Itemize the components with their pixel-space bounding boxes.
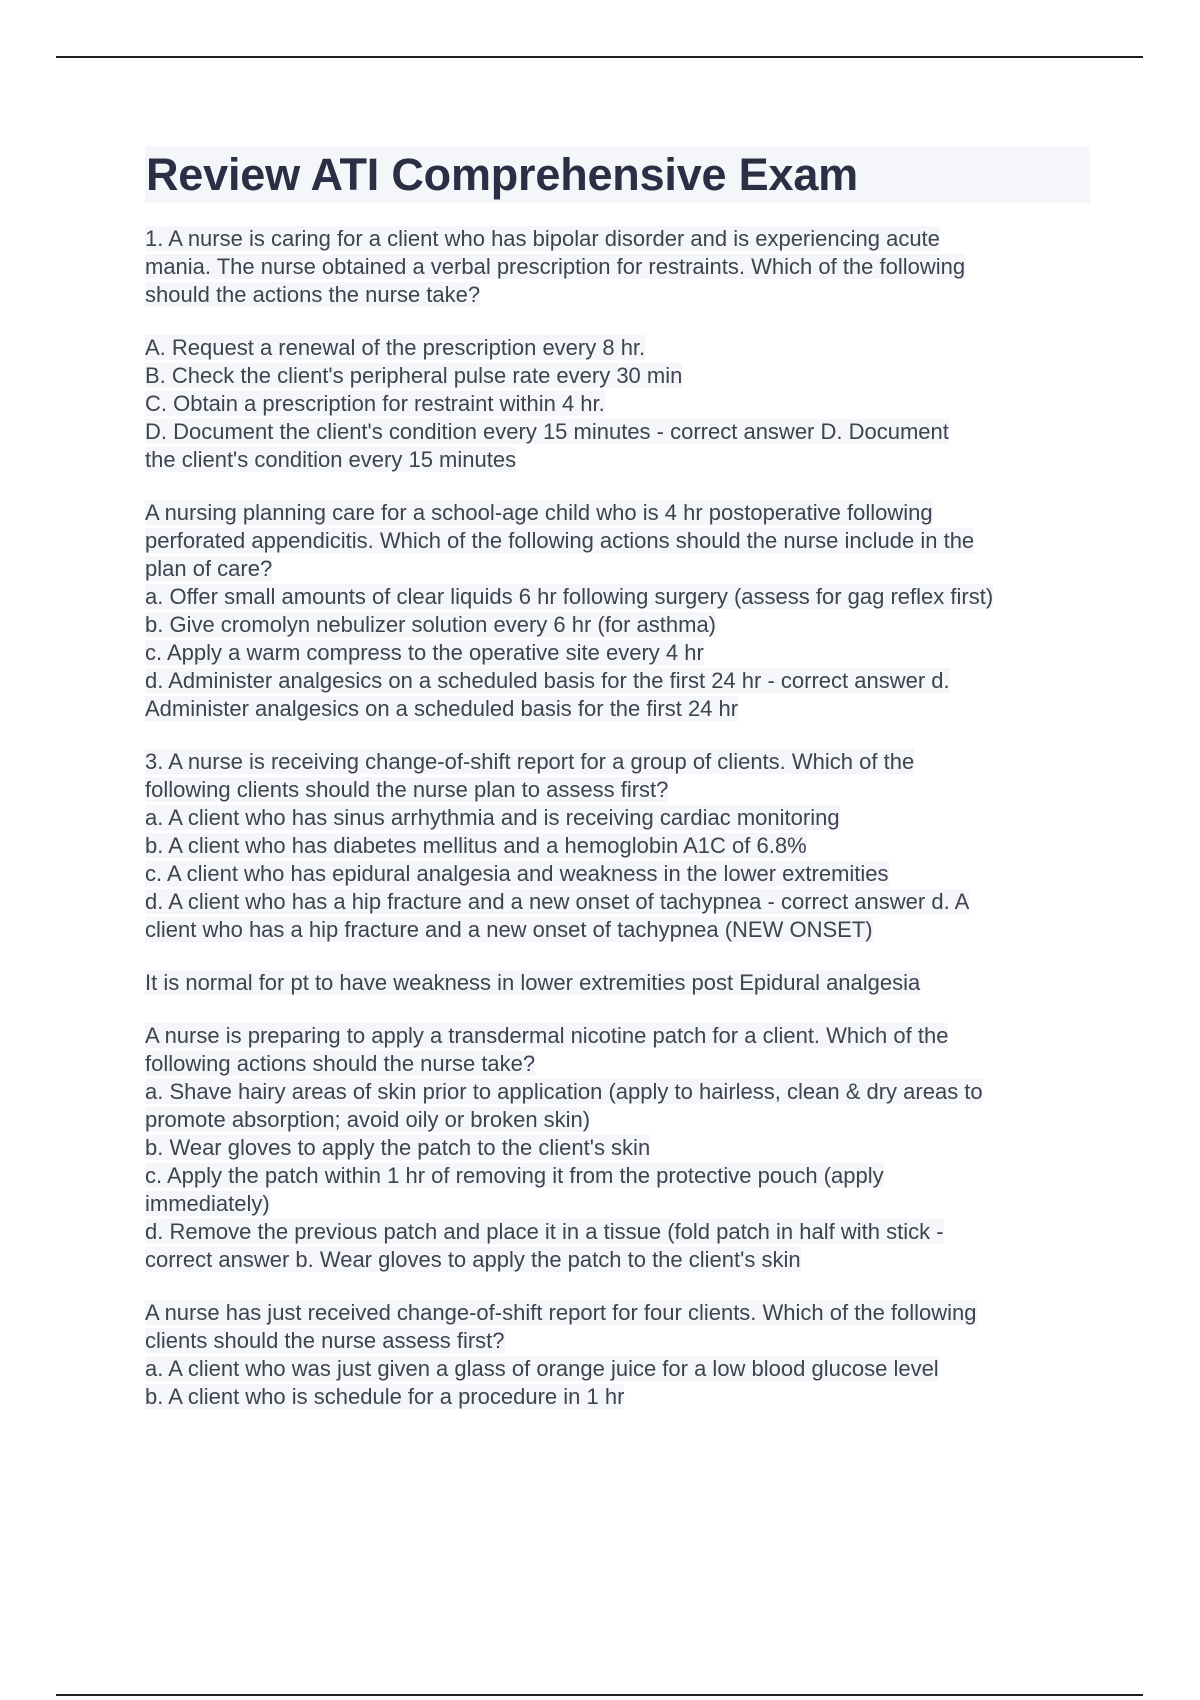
text-line-content: B. Check the client's peripheral pulse rate every 30 min [145, 363, 683, 388]
text-line-content: A nursing planning care for a school-age child who is 4 hr postoperative following [145, 500, 933, 525]
text-line [145, 418, 1090, 446]
text-line [145, 969, 1090, 997]
text-line-content: b. A client who is schedule for a procedure in 1 hr [145, 1384, 625, 1409]
text-block [145, 225, 1090, 309]
text-line-content: promote absorption; avoid oily or broken skin) [145, 1107, 591, 1132]
text-line-content: clients should the nurse assess first? [145, 1328, 505, 1353]
text-line-content: b. Wear gloves to apply the patch to the client's skin [145, 1135, 651, 1160]
text-block [145, 499, 1090, 723]
text-line-content: d. Administer analgesics on a scheduled basis for the first 24 hr - correct answer d. [145, 668, 950, 693]
top-rule [56, 56, 1143, 58]
text-line-content: perforated appendicitis. Which of the following actions should the nurse include in the [145, 528, 975, 553]
text-line-content: D. Document the client's condition every 15 minutes - correct answer D. Document [145, 419, 949, 444]
text-line [145, 446, 1090, 474]
page-content [145, 146, 1090, 1436]
text-line-content: plan of care? [145, 556, 273, 581]
text-line-content: It is normal for pt to have weakness in lower extremities post Epidural analgesia [145, 970, 921, 995]
text-line [145, 499, 1090, 527]
text-line-content: b. A client who has diabetes mellitus and a hemoglobin A1C of 6.8% [145, 833, 807, 858]
text-line-content: b. Give cromolyn nebulizer solution every 6 hr (for asthma) [145, 612, 717, 637]
text-line [145, 555, 1090, 583]
text-line [145, 1190, 1090, 1218]
text-line [145, 253, 1090, 281]
text-line-content: 1. A nurse is caring for a client who has bipolar disorder and is experiencing acute [145, 226, 940, 251]
text-line-content: c. Apply a warm compress to the operative site every 4 hr [145, 640, 704, 665]
text-line-content: d. A client who has a hip fracture and a new onset of tachypnea - correct answer d. A [145, 889, 970, 914]
text-block [145, 1022, 1090, 1274]
text-line-content: correct answer b. Wear gloves to apply the patch to the client's skin [145, 1247, 801, 1272]
text-line-content: should the actions the nurse take? [145, 282, 481, 307]
text-line [145, 667, 1090, 695]
text-line [145, 281, 1090, 309]
text-line [145, 1218, 1090, 1246]
text-line-content: Administer analgesics on a scheduled basis for the first 24 hr [145, 696, 739, 721]
text-block [145, 1299, 1090, 1411]
text-line [145, 611, 1090, 639]
text-line [145, 362, 1090, 390]
text-line [145, 1162, 1090, 1190]
text-line-content: a. A client who has sinus arrhythmia and is receiving cardiac monitoring [145, 805, 840, 830]
text-line-content: d. Remove the previous patch and place it in a tissue (fold patch in half with stick - [145, 1219, 944, 1244]
text-block [145, 748, 1090, 944]
text-line [145, 860, 1090, 888]
text-line [145, 1022, 1090, 1050]
text-line-content: C. Obtain a prescription for restraint within 4 hr. [145, 391, 605, 416]
text-line [145, 916, 1090, 944]
text-line-content: immediately) [145, 1191, 270, 1216]
text-line [145, 1106, 1090, 1134]
text-line [145, 1134, 1090, 1162]
text-line-content: a. Shave hairy areas of skin prior to application (apply to hairless, clean & dry areas to [145, 1079, 983, 1104]
text-line [145, 1327, 1090, 1355]
text-line [145, 748, 1090, 776]
text-line [145, 1355, 1090, 1383]
text-line [145, 583, 1090, 611]
text-line [145, 1050, 1090, 1078]
text-line [145, 1078, 1090, 1106]
text-line-content: client who has a hip fracture and a new onset of tachypnea (NEW ONSET) [145, 917, 873, 942]
text-line [145, 804, 1090, 832]
text-line [145, 695, 1090, 723]
text-line-content: c. A client who has epidural analgesia and weakness in the lower extremities [145, 861, 889, 886]
text-line [145, 1246, 1090, 1274]
question-list [145, 225, 1090, 1411]
text-line-content: a. A client who was just given a glass of orange juice for a low blood glucose level [145, 1356, 939, 1381]
text-line [145, 639, 1090, 667]
text-line [145, 832, 1090, 860]
text-block [145, 969, 1090, 997]
text-line-content: A nurse is preparing to apply a transdermal nicotine patch for a client. Which of the [145, 1023, 949, 1048]
text-line [145, 334, 1090, 362]
text-line-content: mania. The nurse obtained a verbal prescription for restraints. Which of the following [145, 254, 966, 279]
text-line-content: c. Apply the patch within 1 hr of removing it from the protective pouch (apply [145, 1163, 884, 1188]
text-line-content: following actions should the nurse take? [145, 1051, 536, 1076]
text-line [145, 225, 1090, 253]
document-title: Review ATI Comprehensive Exam [145, 146, 1090, 203]
text-line-content: the client's condition every 15 minutes [145, 447, 517, 472]
text-line [145, 390, 1090, 418]
text-line-content: A nurse has just received change-of-shift report for four clients. Which of the following [145, 1300, 977, 1325]
text-line [145, 776, 1090, 804]
text-line [145, 1383, 1090, 1411]
text-line-content: 3. A nurse is receiving change-of-shift report for a group of clients. Which of the [145, 749, 915, 774]
text-line-content: following clients should the nurse plan to assess first? [145, 777, 669, 802]
text-line [145, 888, 1090, 916]
bottom-rule [56, 1694, 1143, 1696]
text-line-content: A. Request a renewal of the prescription every 8 hr. [145, 335, 646, 360]
text-line [145, 1299, 1090, 1327]
text-line-content: a. Offer small amounts of clear liquids 6 hr following surgery (assess for gag reflex first) [145, 584, 994, 609]
text-block [145, 334, 1090, 474]
text-line [145, 527, 1090, 555]
